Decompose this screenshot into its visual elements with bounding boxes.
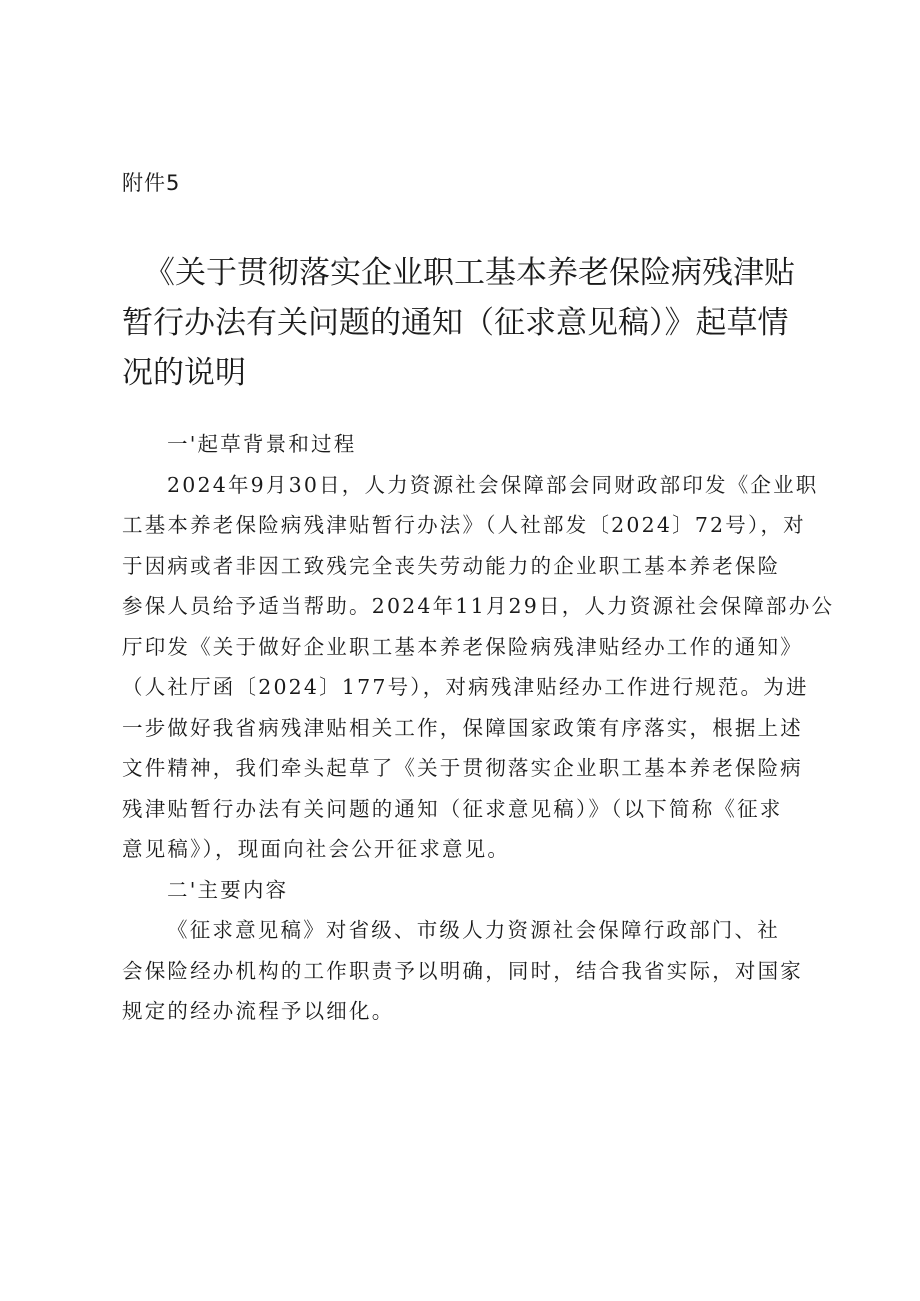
paragraph-background bbox=[122, 465, 835, 870]
paragraph-line: 一步做好我省病残津贴相关工作，保障国家政策有序落实，根据上述 bbox=[122, 715, 803, 740]
attachment-label: 附件5 bbox=[122, 171, 181, 195]
paragraph-line: 2024年9月30日，人力资源社会保障部会同财政部印发《企业职 bbox=[167, 472, 819, 497]
document-title bbox=[122, 248, 822, 398]
paragraph-line: 工基本养老保险病残津贴暂行办法》（人社部发〔2024〕72号），对 bbox=[122, 513, 806, 537]
paragraph-line: 规定的经办流程予以细化。 bbox=[122, 999, 395, 1023]
title-line: 况的说明 bbox=[122, 355, 246, 391]
paragraph-main-content bbox=[122, 910, 812, 1032]
title-line: 《关于贯彻落实企业职工基本养老保险病残津贴 bbox=[144, 255, 795, 291]
paragraph-line: 于因病或者非因工致残完全丧失劳动能力的企业职工基本养老保险 bbox=[122, 553, 781, 578]
title-line: 暂行办法有关问题的通知（征求意见稿）》起草情 bbox=[122, 305, 789, 341]
paragraph-line: 会保险经办机构的工作职责予以明确，同时，结合我省实际，对国家 bbox=[122, 958, 803, 983]
document-body bbox=[122, 424, 835, 1032]
paragraph-line: 意见稿》），现面向社会公开征求意见。 bbox=[122, 837, 511, 861]
section-heading-background: 一'起草背景和过程 bbox=[167, 432, 357, 456]
section-heading-main-content: 二'主要内容 bbox=[167, 877, 289, 902]
paragraph-line: 残津贴暂行办法有关问题的通知（征求意见稿）》（以下简称《征求 bbox=[122, 796, 783, 821]
paragraph-line: 《征求意见稿》对省级、市级人力资源社会保障行政部门、社 bbox=[167, 918, 780, 942]
paragraph-line: 参保人员给予适当帮助。2024年11月29日，人力资源社会保障部办公 bbox=[122, 594, 835, 618]
paragraph-line: （人社厅函〔2024〕177号），对病残津贴经办工作进行规范。为进 bbox=[122, 675, 809, 699]
paragraph-line: 文件精神，我们牵头起草了《关于贯彻落实企业职工基本养老保险病 bbox=[122, 756, 803, 780]
paragraph-line: 厅印发《关于做好企业职工基本养老保险病残津贴经办工作的通知》 bbox=[122, 634, 803, 659]
